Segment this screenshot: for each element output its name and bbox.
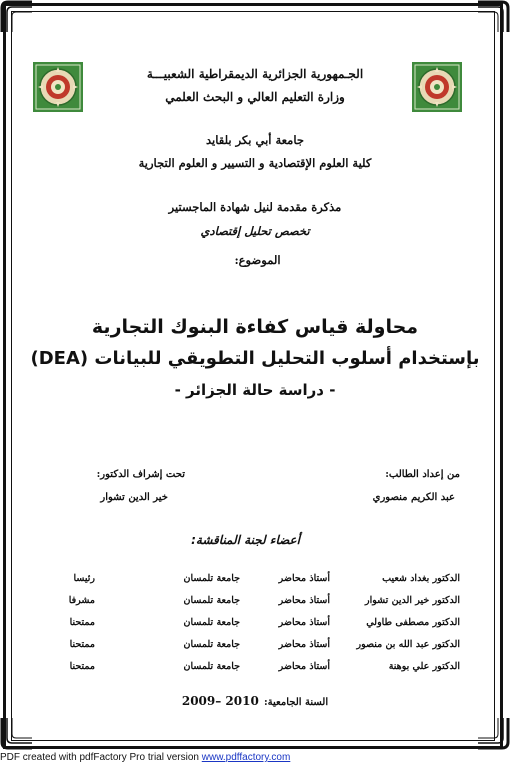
thesis-title-line1: محاولة قياس كفاءة البنوك التجارية [91, 316, 419, 338]
corner-ornament-icon [0, 716, 34, 750]
member-name: الدكتور خير الدين تشوار [365, 595, 460, 606]
supervisor-label: تحت إشراف الدكتور: [96, 469, 185, 480]
supervisor-name: خير الدين تشوار [100, 492, 168, 503]
member-institution: جامعة تلمسان [183, 617, 240, 628]
committee-row [40, 639, 460, 655]
committee-row [40, 661, 460, 677]
academic-year [0, 690, 510, 709]
member-institution: جامعة تلمسان [183, 639, 240, 650]
member-name: الدكتور مصطفى طاولي [366, 617, 460, 628]
member-name: الدكتور علي بوهنة [388, 661, 460, 672]
member-name: الدكتور بغداد شعيب [382, 573, 460, 584]
member-rank: أستاذ محاضر [278, 661, 330, 672]
degree-statement: مذكرة مقدمة لنيل شهادة الماجستير [168, 200, 342, 214]
pdf-footer [0, 752, 290, 763]
subject-label: الموضوع: [234, 253, 281, 267]
committee-row [40, 617, 460, 633]
footer-text: PDF created with pdfFactory Pro trial version [0, 752, 202, 763]
thesis-title-line3: - دراسة حالة الجزائر - [174, 381, 336, 399]
member-rank: أستاذ محاضر [278, 639, 330, 650]
member-institution: جامعة تلمسان [183, 595, 240, 606]
member-role: رئيسا [73, 573, 95, 584]
corner-ornament-icon [476, 0, 510, 34]
member-role: مشرفا [68, 595, 95, 606]
member-role: ممتحنا [69, 617, 95, 628]
member-institution: جامعة تلمسان [183, 573, 240, 584]
committee-row [40, 595, 460, 611]
footer-link[interactable]: www.pdffactory.com [201, 752, 291, 763]
republic-name: الجـمهورية الجزائرية الديمقراطية الشعبيـــة [146, 67, 364, 81]
student-name: عبد الكريم منصوري [372, 492, 455, 503]
ministry-name: وزارة التعليم العالي و البحث العلمي [165, 90, 345, 104]
academic-year-value: 2009– 2010 [181, 694, 259, 708]
committee-row [40, 573, 460, 589]
member-rank: أستاذ محاضر [278, 573, 330, 584]
university-name: جامعة أبي بكر بلقايد [206, 133, 304, 147]
member-role: ممتحنا [69, 661, 95, 672]
member-name: الدكتور عبد الله بن منصور [356, 639, 460, 650]
member-role: ممتحنا [69, 639, 95, 650]
student-label: من إعداد الطالب: [385, 469, 460, 480]
corner-ornament-icon [476, 716, 510, 750]
faculty-name: كلية العلوم الإقتصادية و التسيير و العلوم التجارية [138, 156, 372, 170]
academic-year-label: السنة الجامعية: [263, 697, 329, 708]
member-institution: جامعة تلمسان [183, 661, 240, 672]
thesis-title-line2: بإستخدام أسلوب التحليل التطويقي للبيانات (DEA) [30, 348, 480, 369]
corner-ornament-icon [0, 0, 34, 34]
member-rank: أستاذ محاضر [278, 595, 330, 606]
specialty: تخصص تحليل إقتصادي [200, 224, 310, 238]
committee-heading: أعضاء لجنة المناقشة: [191, 533, 300, 547]
member-rank: أستاذ محاضر [278, 617, 330, 628]
